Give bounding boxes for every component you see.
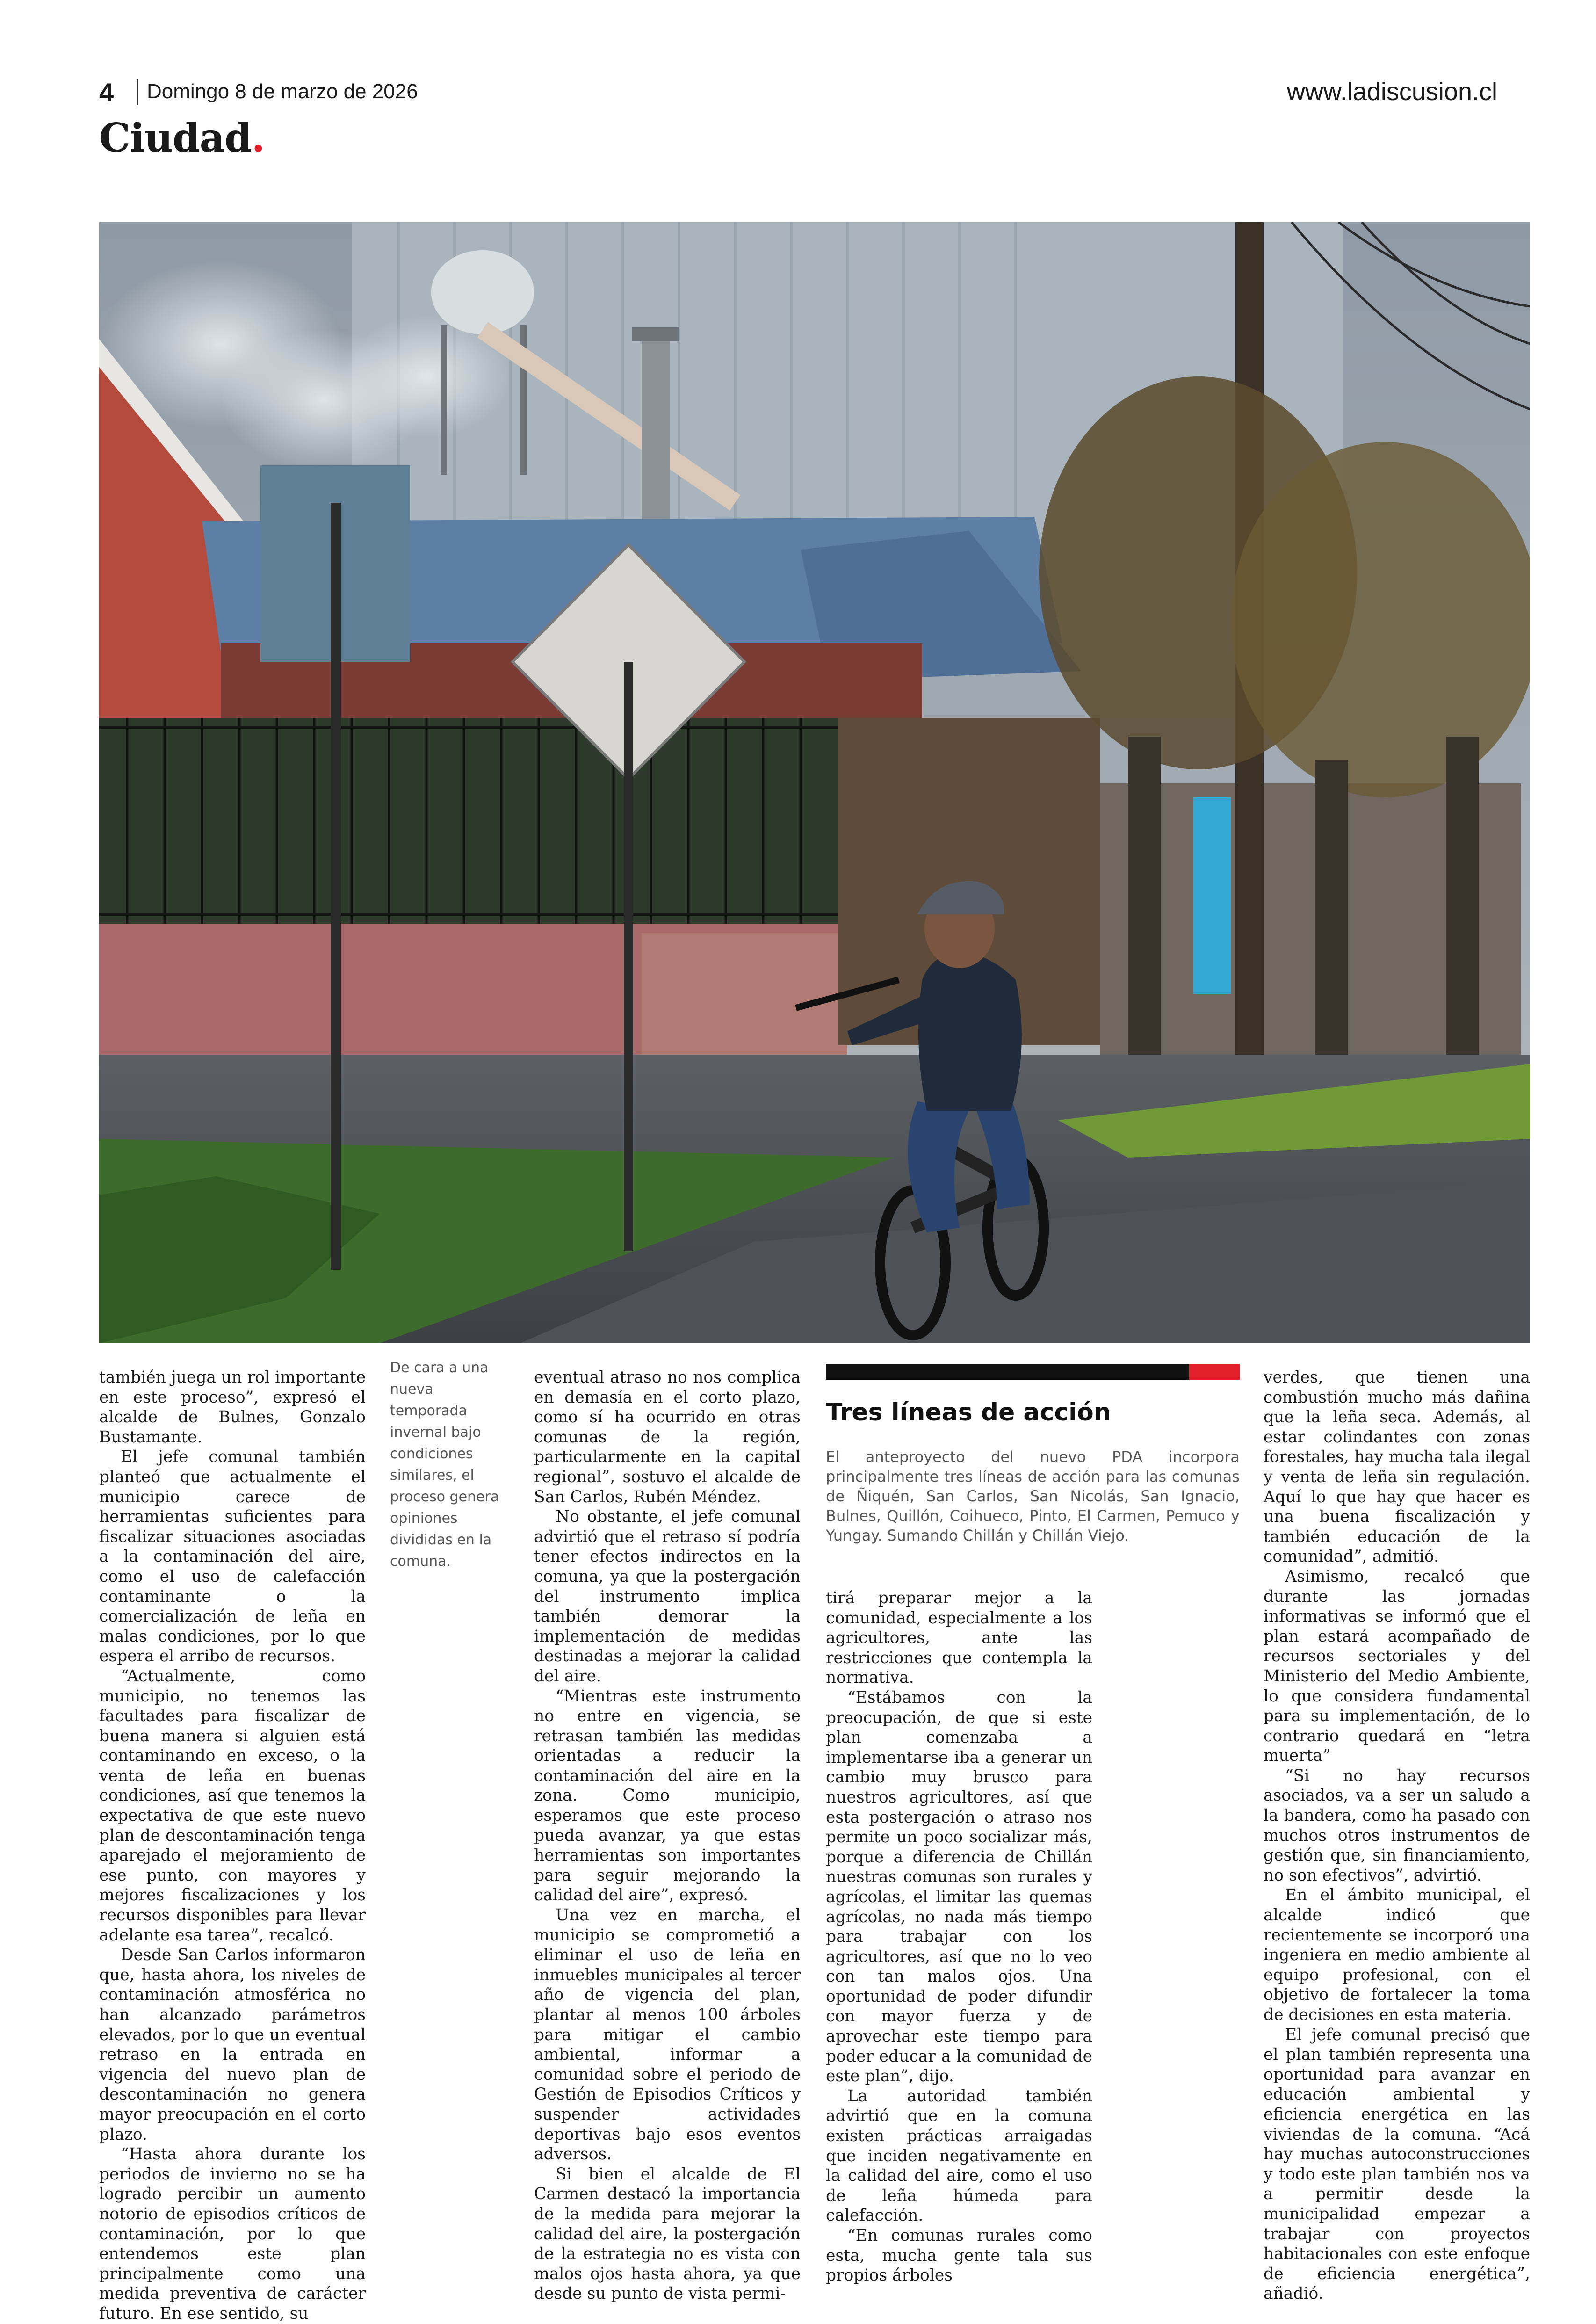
article-column-4	[1264, 1368, 1530, 2304]
paragraph: tirá preparar mejor a la comunidad, especialmente a los agricultores, ante las restricciones que contempla la normativa.	[826, 1589, 1092, 1687]
paragraph: Una vez en marcha, el municipio se comprometió a eliminar el uso de leña en inmuebles municipales al tercer año de vigencia del plan, plantar al menos 100 árboles para mitigar el cambio ambiental, informar a comunidad sobre el periodo de Gestión de Episodios Críticos y suspender actividades deportivas bajo esos eventos adversos.	[534, 1906, 801, 2164]
paragraph: Asimismo, recalcó que durante las jornadas informativas se informó que el plan estará acompañado de recursos sectoriales y del Ministerio del Medio Ambiente, lo que considera fundamental para su implementación, de lo contrario quedará en “letra muerta”	[1264, 1567, 1530, 1766]
section-title	[99, 115, 265, 161]
paragraph: eventual atraso no nos complica en demasía en el corto plazo, como sí ha ocurrido en otras comunas de la región, particularmente en la capital regional”, sostuvo el alcalde de San Carlos, Rubén Méndez.	[534, 1368, 801, 1506]
article-column-1	[99, 1368, 366, 2324]
article-column-2	[534, 1368, 801, 2304]
section-dot: .	[251, 115, 265, 161]
box-top-rule	[826, 1364, 1240, 1380]
paragraph: El jefe comunal precisó que el plan también representa una oportunidad para avanzar en educación ambiental y eficiencia energética en las viviendas de la comuna. “Acá hay muchas autoconstrucciones y todo este plan también nos va a permitir desde la municipalidad empezar a trabajar con proyectos habitacionales con este enfoque de eficiencia energética”, añadió.	[1264, 2025, 1530, 2303]
box-text: El anteproyecto del nuevo PDA incorpora principalmente tres líneas de acción para las comunas de Ñiquén, San Carlos, San Nicolás, San Ignacio, Bulnes, Quillón, Coihueco, Pinto, El Carmen, Pemuco y Yungay. Sumando Chillán y Chillán Viejo.	[826, 1448, 1240, 1544]
pull-quote-sidenote: De cara a una nueva temporada invernal bajo condiciones similares, el proceso genera opiniones divididas en la comuna.	[390, 1360, 499, 1570]
box-accent-bar	[1189, 1364, 1240, 1380]
header-divider	[137, 79, 138, 105]
paragraph: Desde San Carlos informaron que, hasta ahora, los niveles de contaminación atmosférica no han alcanzado parámetros elevados, por lo que un eventual retraso en la entrada en vigencia del nuevo plan de descontaminación no genera mayor preocupación en el corto plazo.	[99, 1946, 366, 2144]
publication-date: Domingo 8 de marzo de 2026	[147, 80, 418, 103]
website-link[interactable]: www.ladiscusion.cl	[1286, 78, 1497, 106]
article-column-3	[826, 1588, 1092, 2286]
paragraph: “Hasta ahora durante los periodos de invierno no se ha logrado percibir un aumento notorio de episodios críticos de contaminación, por lo que entendemos este plan principalmente como una medida preventiva de carácter futuro. En ese sentido, su	[99, 2145, 366, 2323]
page-header	[99, 72, 1497, 110]
box-title: Tres líneas de acción	[826, 1398, 1111, 1426]
paragraph: “Mientras este instrumento no entre en vigencia, se retrasan también las medidas orientadas a reducir la contaminación del aire en la zona. Como municipio, esperamos que este proceso pueda avanzar, ya que estas herramientas son importantes para seguir mejorando la calidad del aire”, expresó.	[534, 1687, 801, 1905]
page-number: 4	[99, 78, 114, 107]
paragraph: “Si no hay recursos asociados, va a ser un saludo a la bandera, como ha pasado con muchos otros instrumentos de gestión que, sin financiamiento, no son efectivos”, advirtió.	[1264, 1766, 1530, 1885]
section-name: Ciudad	[99, 115, 252, 161]
paragraph: “Actualmente, como municipio, no tenemos las facultades para fiscalizar de buena manera si alguien está contaminando en exceso, o la venta de leña en buenas condiciones, así que tenemos la expectativa de que este nuevo plan de descontaminación tenga aparejado el mejoramiento de ese punto, con mayores y mejores fiscalizaciones y los recursos disponibles para llevar adelante esa tarea”, recalcó.	[99, 1666, 366, 1945]
main-photo	[99, 222, 1530, 1343]
paragraph: No obstante, el jefe comunal advirtió que el retraso sí podría tener efectos indirectos en la comuna, ya que la postergación del instrumento implica también demorar la implementación de medidas destinadas a mejorar la calidad del aire.	[534, 1507, 801, 1686]
paragraph: también juega un rol importante en este proceso”, expresó el alcalde de Bulnes, Gonzalo Bustamante.	[99, 1368, 366, 1447]
paragraph: La autoridad también advirtió que en la comuna existen prácticas arraigadas que inciden negativamente en la calidad del aire, como el uso de leña húmeda para calefacción.	[826, 2086, 1092, 2225]
paragraph: Si bien el alcalde de El Carmen destacó la importancia de la medida para mejorar la calidad del aire, la postergación de la estrategia no es vista con malos ojos hasta ahora, ya que desde su punto de vista permi-	[534, 2165, 801, 2303]
paragraph: verdes, que tienen una combustión mucho más dañina que la leña seca. Además, al estar colindantes con zonas forestales, hay mucha tala ilegal y venta de leña sin regulación. Aquí lo que hay que hacer es una buena fiscalización y también educación de la comunidad”, admitió.	[1264, 1368, 1530, 1566]
paragraph: El jefe comunal también planteó que actualmente el municipio carece de herramientas suficientes para fiscalizar situaciones asociadas a la contaminación del aire, como el uso de calefacción contaminante o la comercialización de leña en malas condiciones, por lo que espera el arribo de recursos.	[99, 1448, 366, 1666]
paragraph: “En comunas rurales como esta, mucha gente tala sus propios árboles	[826, 2226, 1092, 2285]
paragraph: En el ámbito municipal, el alcalde indicó que recientemente se incorporó una ingeniera en medio ambiente al equipo profesional, con el objetivo de fortalecer la toma de decisiones en esta materia.	[1264, 1886, 1530, 2024]
paragraph: “Estábamos con la preocupación, de que si este plan comenzaba a implementarse iba a generar un cambio muy brusco para nuestros agricultores, así que esta postergación o atraso nos permite un poco socializar más, porque a diferencia de Chillán nuestras comunas son rurales y agrícolas, el limitar las quemas agrícolas, no nada más tiempo para trabajar con los agricultores, así que no lo veo con tan malos ojos. Una oportunidad de poder difundir con mayor fuerza y de aprovechar este tiempo para poder educar a la comunidad de este plan”, dijo.	[826, 1688, 1092, 2086]
cyclist-street-photo	[99, 222, 1530, 1343]
